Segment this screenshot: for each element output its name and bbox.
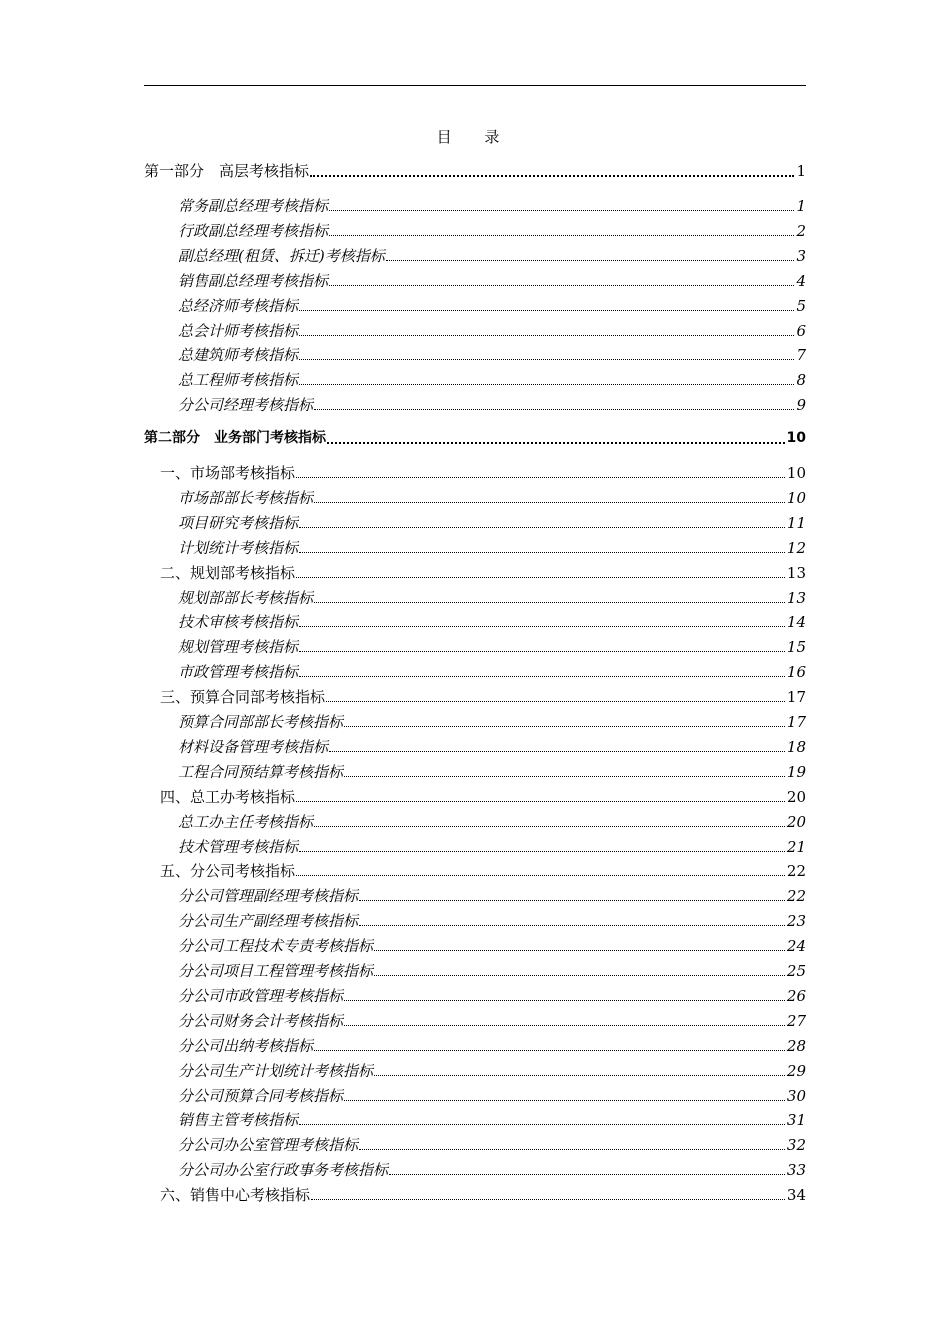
dot-leader <box>359 899 785 901</box>
toc-entry-label: 分公司出纳考核指标 <box>178 1036 314 1055</box>
toc-entry-label: 规划管理考核指标 <box>178 638 299 657</box>
toc-entry-page: 15 <box>786 638 806 657</box>
dot-leader <box>299 675 785 677</box>
toc-entry[interactable] <box>178 886 806 906</box>
toc-entry-page: 18 <box>786 737 806 756</box>
dot-leader <box>386 259 795 261</box>
toc-entry-page: 17 <box>786 713 806 731</box>
toc-entry[interactable] <box>144 428 806 448</box>
toc-entry-page: 28 <box>786 1036 806 1055</box>
dot-leader <box>329 750 785 752</box>
dot-leader <box>344 1024 785 1026</box>
toc-entry[interactable] <box>178 488 806 508</box>
toc-entry[interactable] <box>178 837 806 857</box>
toc-entry[interactable] <box>178 221 806 241</box>
toc-entry-label: 总建筑师考核指标 <box>178 346 299 365</box>
dot-leader <box>299 358 794 360</box>
toc-entry[interactable] <box>160 787 806 807</box>
toc-entry-page: 8 <box>796 371 806 390</box>
dot-leader <box>329 284 794 286</box>
toc-entry-label: 总会计师考核指标 <box>178 321 299 340</box>
toc-entry-page: 21 <box>786 837 806 856</box>
toc-entry-label: 分公司项目工程管理考核指标 <box>178 962 374 980</box>
toc-entry[interactable] <box>160 463 806 483</box>
toc-entry[interactable] <box>144 161 806 181</box>
toc-entry[interactable] <box>160 563 806 583</box>
toc-entry-page: 17 <box>786 688 806 707</box>
toc-entry[interactable] <box>178 936 806 956</box>
toc-entry[interactable] <box>178 296 806 316</box>
toc-entry-label: 分公司生产计划统计考核指标 <box>178 1061 374 1080</box>
dot-leader <box>299 551 785 553</box>
dot-leader <box>374 949 785 951</box>
toc-entry-label: 副总经理(租赁、拆迁)考核指标 <box>178 246 385 265</box>
toc-entry-label: 总工办主任考核指标 <box>178 812 314 831</box>
toc-entry-label: 计划统计考核指标 <box>178 538 299 557</box>
toc-entry-page: 19 <box>786 762 806 781</box>
toc-entry-page: 34 <box>786 1186 806 1205</box>
dot-leader <box>299 650 785 652</box>
dot-leader <box>299 334 794 336</box>
toc-entry[interactable] <box>178 1160 806 1180</box>
toc-entry-page: 26 <box>786 986 806 1005</box>
dot-leader <box>374 1074 785 1076</box>
toc-entry-page: 25 <box>786 962 806 980</box>
toc-entry-label: 五、分公司考核指标 <box>160 862 296 881</box>
toc-entry[interactable] <box>178 812 806 832</box>
dot-leader <box>299 850 785 852</box>
toc-entry-page: 20 <box>786 812 806 831</box>
toc-entry-label: 工程合同预结算考核指标 <box>178 762 344 781</box>
toc-entry-page: 22 <box>786 887 806 906</box>
dot-leader <box>329 209 794 211</box>
toc-entry-page: 3 <box>796 246 806 265</box>
toc-entry[interactable] <box>160 1185 806 1205</box>
toc-entry-label: 销售主管考核指标 <box>178 1111 299 1130</box>
toc-entry-page: 6 <box>796 321 806 340</box>
dot-leader <box>314 408 794 410</box>
toc-entry-page: 27 <box>786 1011 806 1030</box>
toc-entry-label: 总经济师考核指标 <box>178 296 299 315</box>
toc-entry[interactable] <box>178 1036 806 1056</box>
toc-entry-label: 行政副总经理考核指标 <box>178 221 329 240</box>
toc-entry-label: 分公司办公室行政事务考核指标 <box>178 1161 389 1180</box>
toc-entry-page: 20 <box>786 787 806 806</box>
dot-leader <box>344 999 785 1001</box>
dot-leader <box>299 1123 785 1125</box>
toc-entry-label: 一、市场部考核指标 <box>160 464 296 482</box>
dot-leader <box>326 700 785 702</box>
toc-entry-label: 项目研究考核指标 <box>178 513 299 532</box>
toc-entry-page: 5 <box>796 296 806 315</box>
toc-entry-label: 分公司市政管理考核指标 <box>178 986 344 1005</box>
toc-entry-page: 10 <box>786 464 806 482</box>
dot-leader <box>299 309 794 311</box>
dot-leader <box>296 874 785 876</box>
toc-entry-page: 12 <box>786 538 806 557</box>
toc-entry-page: 22 <box>786 862 806 881</box>
toc-entry-page: 14 <box>786 613 806 632</box>
toc-entry[interactable] <box>178 762 806 782</box>
toc-entry-label: 分公司生产副经理考核指标 <box>178 912 359 931</box>
dot-leader <box>296 476 785 478</box>
dot-leader <box>374 974 785 976</box>
toc-entry-page: 32 <box>786 1136 806 1155</box>
toc-entry[interactable] <box>178 662 806 682</box>
toc-entry-page: 10 <box>786 488 806 507</box>
toc-entry[interactable] <box>178 196 806 216</box>
toc-entry-page: 13 <box>786 588 806 607</box>
toc-entry-page: 30 <box>786 1086 806 1105</box>
toc-entry-page: 33 <box>786 1161 806 1180</box>
toc-entry[interactable] <box>178 395 806 415</box>
dot-leader <box>310 174 794 177</box>
toc-entry-label: 规划部部长考核指标 <box>178 588 314 607</box>
dot-leader <box>296 800 785 802</box>
toc-entry[interactable] <box>178 1086 806 1106</box>
toc-entry-label: 市政管理考核指标 <box>178 663 299 682</box>
toc-entry-label: 四、总工办考核指标 <box>160 787 296 806</box>
toc-entry[interactable] <box>178 737 806 757</box>
toc-entry-label: 第二部分 业务部门考核指标 <box>144 430 326 446</box>
toc-entry-page: 9 <box>796 396 806 415</box>
toc-entry[interactable] <box>178 1011 806 1031</box>
dot-leader <box>314 601 785 603</box>
toc-entry-page: 2 <box>796 221 806 240</box>
toc-entry-label: 二、规划部考核指标 <box>160 563 296 582</box>
toc-entry-label: 分公司工程技术专责考核指标 <box>178 937 374 956</box>
dot-leader <box>329 234 794 236</box>
dot-leader <box>299 383 794 385</box>
dot-leader <box>299 526 785 528</box>
toc-entry[interactable] <box>178 1135 806 1155</box>
toc-entry-label: 常务副总经理考核指标 <box>178 197 329 215</box>
dot-leader <box>311 1198 785 1200</box>
toc-entry[interactable] <box>178 612 806 632</box>
dot-leader <box>344 775 785 777</box>
toc-entry-page: 11 <box>786 513 806 532</box>
toc-entry-page: 24 <box>786 937 806 956</box>
toc-entry[interactable] <box>178 588 806 608</box>
toc-entry[interactable] <box>178 513 806 533</box>
toc-entry-page: 10 <box>786 430 806 446</box>
dot-leader <box>299 625 785 627</box>
dot-leader <box>344 1099 785 1101</box>
toc-entry-label: 总工程师考核指标 <box>178 371 299 390</box>
toc-entry-label: 分公司管理副经理考核指标 <box>178 887 359 906</box>
toc-entry[interactable] <box>178 961 806 981</box>
dot-leader <box>314 1049 785 1051</box>
toc-entry[interactable] <box>178 538 806 558</box>
dot-leader <box>314 825 785 827</box>
toc-entry-label: 分公司预算合同考核指标 <box>178 1086 344 1105</box>
toc-entry-page: 23 <box>786 912 806 931</box>
header-rule <box>144 85 806 86</box>
toc-entry[interactable] <box>178 370 806 390</box>
toc-entry-label: 分公司经理考核指标 <box>178 396 314 415</box>
toc-entry-page: 31 <box>786 1111 806 1130</box>
toc-entry-label: 分公司办公室管理考核指标 <box>178 1136 359 1155</box>
dot-leader <box>359 924 785 926</box>
toc-entry-page: 7 <box>796 346 806 365</box>
dot-leader <box>359 1148 785 1150</box>
toc-entry[interactable] <box>178 1061 806 1081</box>
toc-title: 目 录 <box>436 128 514 146</box>
toc-entry-page: 1 <box>796 197 806 215</box>
dot-leader <box>389 1173 785 1175</box>
toc-entry-label: 技术管理考核指标 <box>178 837 299 856</box>
toc-entry[interactable] <box>178 712 806 732</box>
dot-leader <box>296 576 785 578</box>
toc-entry[interactable] <box>178 345 806 365</box>
toc-entry-label: 技术审核考核指标 <box>178 613 299 632</box>
toc-entry-label: 材料设备管理考核指标 <box>178 737 329 756</box>
dot-leader <box>344 725 785 727</box>
toc-entry[interactable] <box>178 246 806 266</box>
toc-entry-label: 销售副总经理考核指标 <box>178 271 329 290</box>
toc-entry[interactable] <box>160 687 806 707</box>
toc-entry-page: 4 <box>796 271 806 290</box>
toc-entry[interactable] <box>178 271 806 291</box>
toc-entry-page: 16 <box>786 663 806 682</box>
toc-entry[interactable] <box>178 986 806 1006</box>
toc-entry[interactable] <box>160 861 806 881</box>
toc-entry-label: 分公司财务会计考核指标 <box>178 1011 344 1030</box>
toc-entry[interactable] <box>178 1110 806 1130</box>
toc-entry-page: 29 <box>786 1061 806 1080</box>
dot-leader <box>314 501 785 503</box>
toc-entry-label: 三、预算合同部考核指标 <box>160 688 326 707</box>
toc-entry-page: 13 <box>786 563 806 582</box>
toc-entry-page: 1 <box>796 162 806 180</box>
toc-entry-label: 第一部分 高层考核指标 <box>144 162 310 180</box>
toc-entry[interactable] <box>178 637 806 657</box>
toc-entry[interactable] <box>178 911 806 931</box>
toc-entry[interactable] <box>178 321 806 341</box>
dot-leader <box>327 441 785 444</box>
toc-entry-label: 市场部部长考核指标 <box>178 488 314 507</box>
toc-entry-label: 六、销售中心考核指标 <box>160 1186 311 1205</box>
toc-entry-label: 预算合同部部长考核指标 <box>178 713 344 731</box>
